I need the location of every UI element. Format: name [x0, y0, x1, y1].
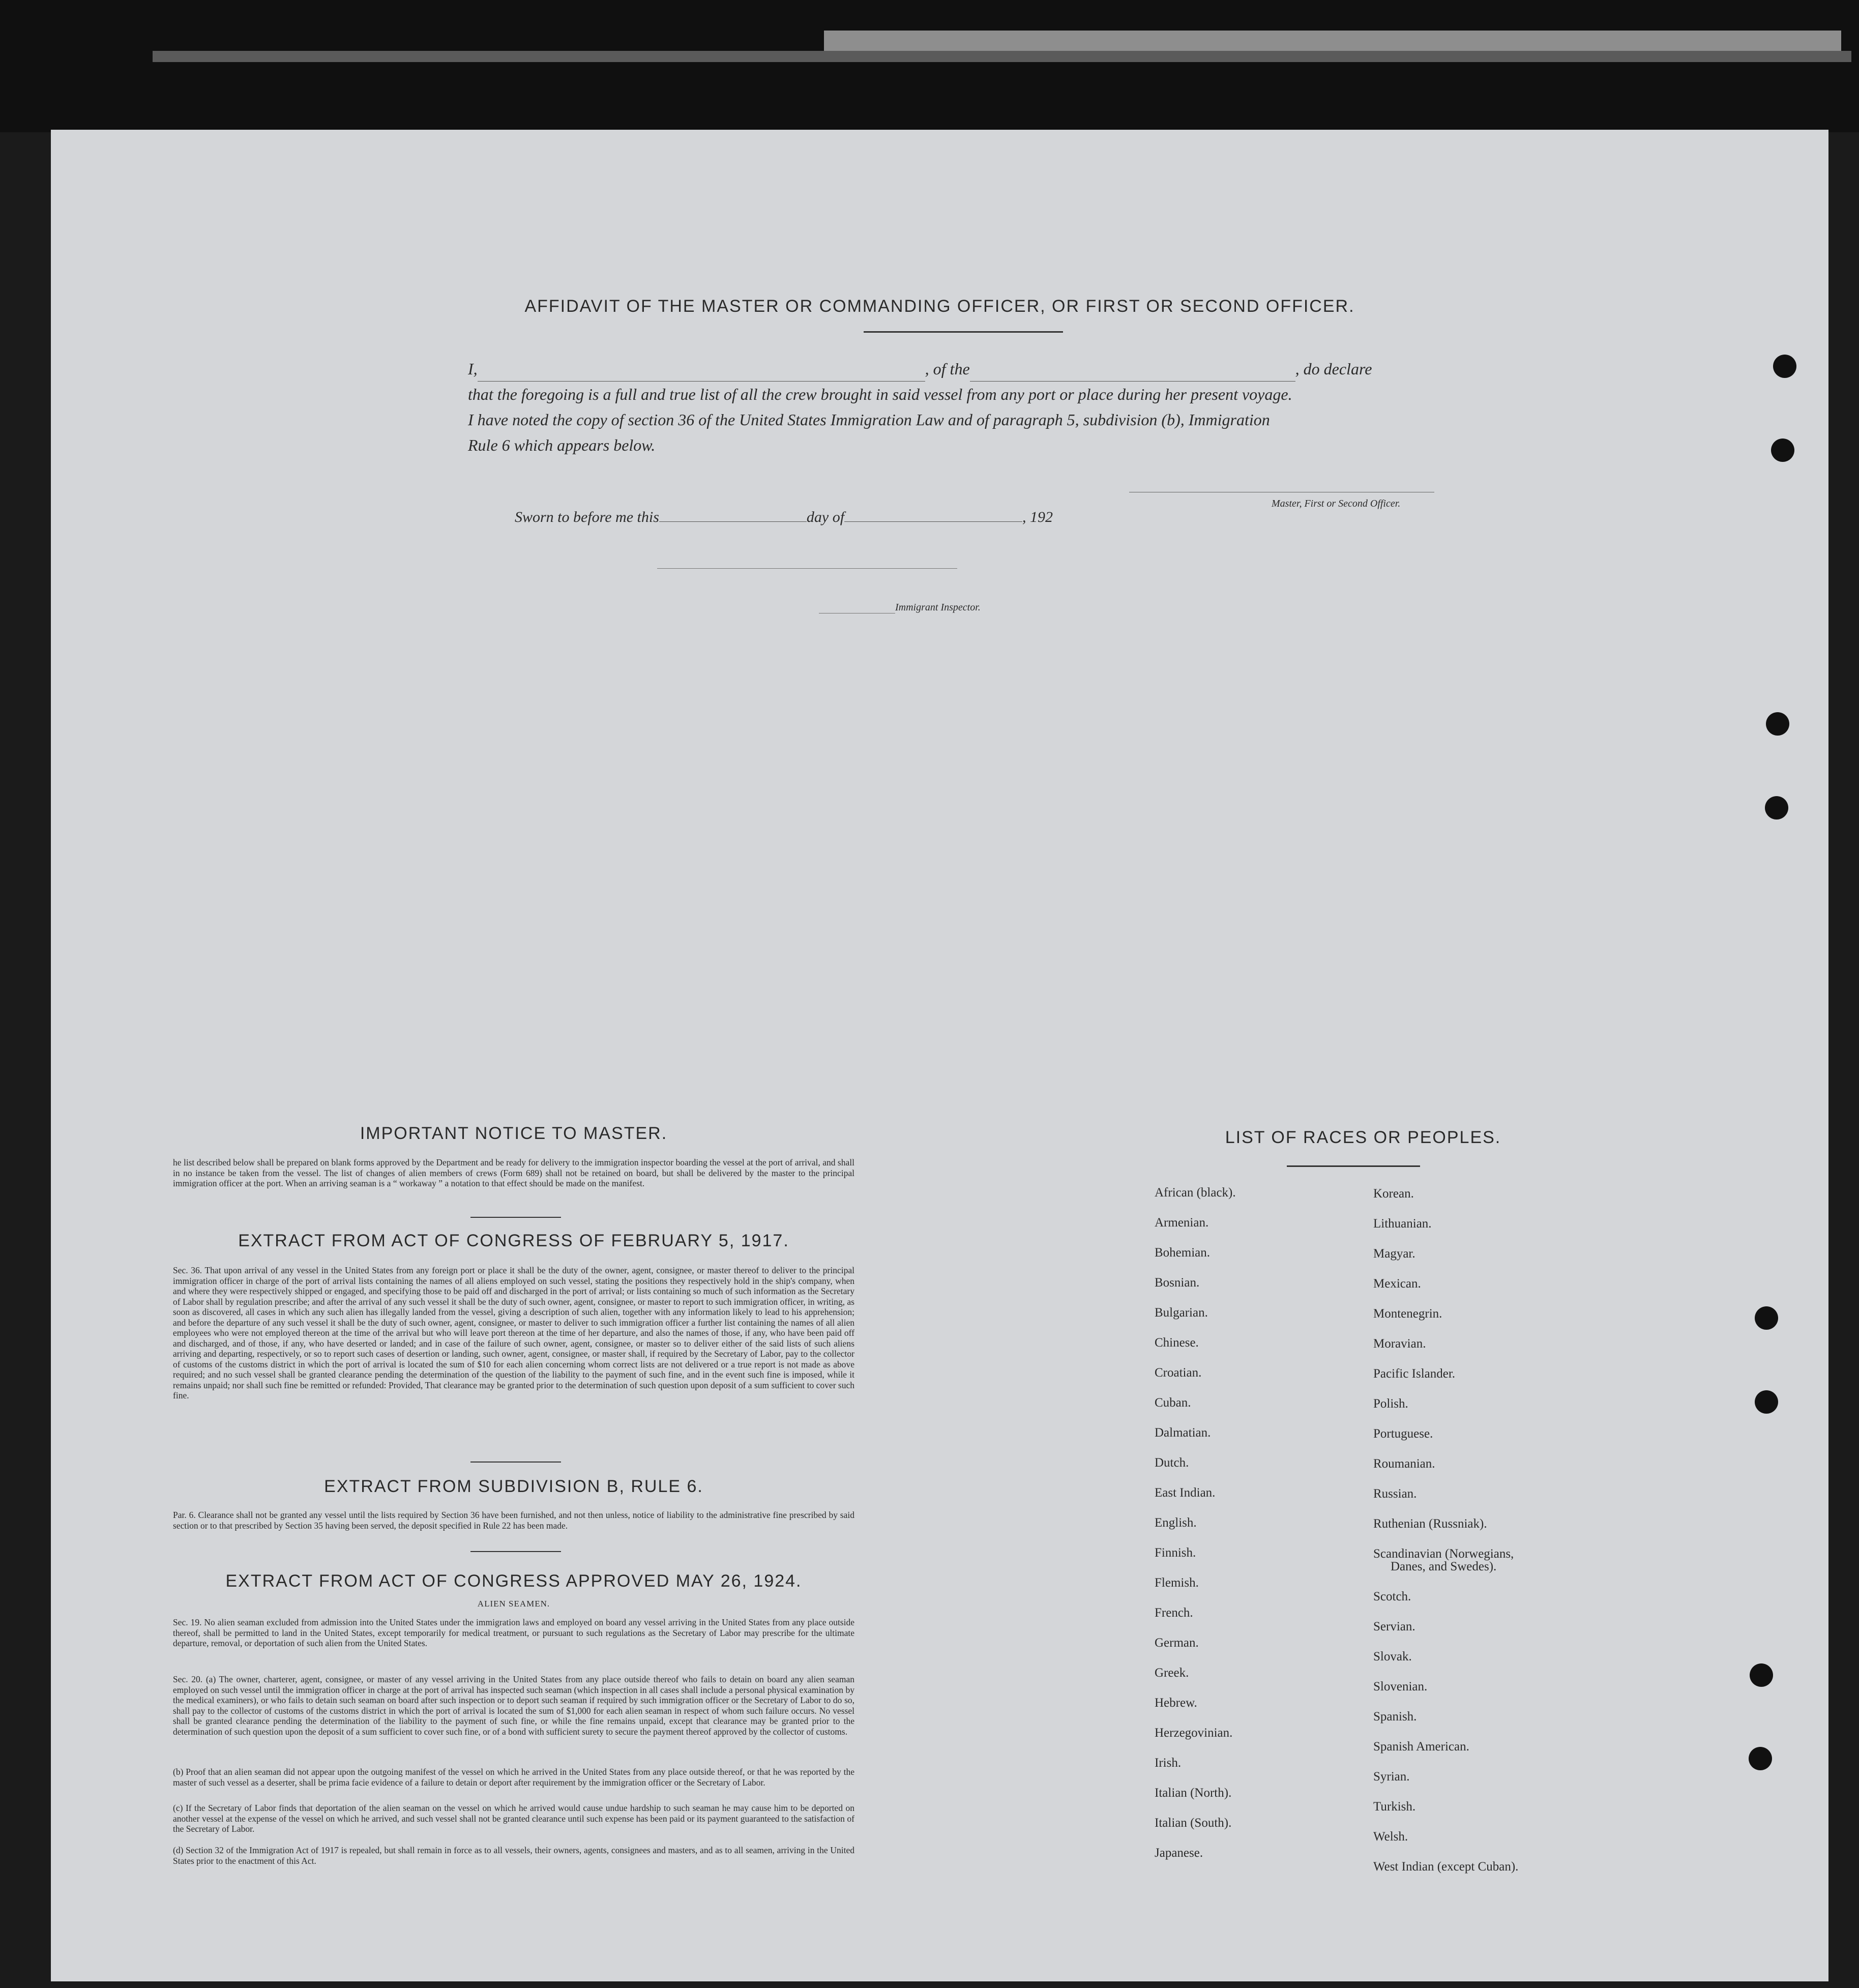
race-item: Dalmatian. [1155, 1426, 1211, 1440]
race-item: Italian (South). [1155, 1816, 1232, 1830]
race-item: Greek. [1155, 1666, 1189, 1680]
title-rule [864, 331, 1063, 333]
sworn-prefix: Sworn to before me this [515, 509, 659, 525]
races-rule [1287, 1165, 1420, 1167]
declaration-line-3: I have noted the copy of section 36 of the United States Immigration Law and of paragraph 5, subdivision (b), Immigration [468, 411, 1270, 429]
race-item: Japanese. [1155, 1846, 1203, 1860]
signature-label: Master, First or Second Officer. [1272, 498, 1401, 509]
race-item: English. [1155, 1516, 1197, 1530]
race-item: Dutch. [1155, 1456, 1189, 1470]
extract-1917-title: EXTRACT FROM ACT OF CONGRESS OF FEBRUARY 5, 1917. [238, 1231, 789, 1250]
declaration-line-4: Rule 6 which appears below. [468, 436, 656, 454]
declaration-line-1 [468, 356, 1511, 382]
race-item: Magyar. [1373, 1247, 1415, 1261]
race-item: Chinese. [1155, 1336, 1199, 1350]
race-item: Turkish. [1373, 1800, 1416, 1814]
race-item: Slovenian. [1373, 1680, 1428, 1693]
race-item: Polish. [1373, 1397, 1408, 1411]
notice-text: he list described below shall be prepared on blank forms approved by the Department and be ready for delivery to the immigration inspector boarding the vessel at the port of arrival, and shall in no instance be taken from the vessel. The list of changes of alien members of crews (Form 689) shall not be retained on board, but shall be delivered by the master to the principal immigration officer at the port. When an arriving seaman is a “ workaway ” a notation to that effect should be made on the manifest. [173, 1157, 854, 1188]
extract-rule6-text: Par. 6. Clearance shall not be granted any vessel until the lists required by Section 36 have been furnished, and not then unless, notice of liability to the administrative fine prescribed by said section or to that prescribed by Section 35 having been served, the deposit specified in Rule 22 has been made. [173, 1510, 854, 1531]
binder-hole [1750, 1663, 1773, 1687]
sec-20a-text: Sec. 20. (a) The owner, charterer, agent, consignee, or master of any vessel arriving in the United States from any place outside thereof who fails to detain on board any alien seaman employed on such vessel until the immigration officer in charge at the port of arrival has inspected such seaman (which inspection in all cases shall include a personal physical examination by the medical examiners), or who fails to detain such seaman on board after such inspection or to deport such seaman if required by such immigration officer or the Secretary of Labor to do so, shall pay to the collector of customs of the customs district in which the port of arrival is located the sum of $1,000 for each alien seaman in respect of whom such failure occurs. No vessel shall be granted clearance pending the determination of the liability to the payment of such fine, or while the fine remains unpaid, except that clearance may be granted prior to the determination of such question upon the deposit of a sum sufficient to cover such fine, or of a bond with sufficient surety to secure the payment thereof approved by the collector of customs. [173, 1674, 854, 1737]
alien-seamen-subtitle: ALIEN SEAMEN. [477, 1599, 550, 1609]
extract-rule6-title: EXTRACT FROM SUBDIVISION B, RULE 6. [324, 1477, 703, 1496]
races-left-column [1155, 1178, 1236, 1868]
document-page [51, 130, 1828, 1981]
race-item: Portuguese. [1373, 1427, 1433, 1441]
race-item: Croatian. [1155, 1366, 1202, 1380]
race-item: Italian (North). [1155, 1786, 1232, 1800]
sworn-day-of: day of [806, 509, 845, 525]
extract-1924-title: EXTRACT FROM ACT OF CONGRESS APPROVED MAY 26, 1924. [225, 1571, 802, 1591]
binder-hole [1755, 1306, 1778, 1330]
inspector-label: Immigrant Inspector. [895, 602, 981, 613]
race-item: German. [1155, 1636, 1199, 1650]
binder-hole [1765, 796, 1788, 820]
binder-hole [1773, 355, 1796, 378]
race-item: Finnish. [1155, 1546, 1196, 1560]
race-item: Spanish. [1373, 1710, 1417, 1723]
race-item: Irish. [1155, 1756, 1182, 1770]
scanner-top-strip [0, 0, 1859, 132]
race-item: Korean. [1373, 1187, 1414, 1201]
race-item: Cuban. [1155, 1396, 1191, 1410]
race-item: Spanish American. [1373, 1740, 1469, 1753]
races-title: LIST OF RACES OR PEOPLES. [1225, 1128, 1501, 1147]
race-item: West Indian (except Cuban). [1373, 1860, 1519, 1874]
declaration-i: I, [468, 360, 478, 378]
race-item: Roumanian. [1373, 1457, 1435, 1471]
race-item: Servian. [1373, 1620, 1415, 1633]
sworn-statement [515, 509, 1053, 526]
extract-rule6-rule [470, 1551, 561, 1552]
extract-1917-rule [470, 1461, 561, 1463]
sworn-year: , 192 [1022, 509, 1053, 525]
binder-hole [1766, 712, 1789, 736]
race-item: East Indian. [1155, 1486, 1216, 1500]
binder-hole [1755, 1390, 1778, 1414]
race-item: Armenian. [1155, 1216, 1209, 1230]
notice-rule [470, 1217, 561, 1218]
race-item: Moravian. [1373, 1337, 1426, 1351]
binder-hole [1749, 1747, 1772, 1770]
race-item: Herzegovinian. [1155, 1726, 1233, 1740]
sec-19-text: Sec. 19. No alien seaman excluded from admission into the United States under the immigration laws and employed on board any vessel arriving in the United States from any place outside thereof, shall be permitted to land in the United States, except temporarily for medical treatment, or pursuant to such regulations as the Secretary of Labor may prescribe for the ultimate departure, removal, or deportation of such alien from the United States. [173, 1617, 854, 1648]
scan-edge-band-2 [153, 51, 1851, 62]
race-item: Pacific Islander. [1373, 1367, 1456, 1381]
race-item: Lithuanian. [1373, 1217, 1432, 1231]
affidavit-title: AFFIDAVIT OF THE MASTER OR COMMANDING OFFICER, OR FIRST OR SECOND OFFICER. [524, 297, 1355, 316]
binder-hole [1771, 438, 1794, 462]
race-item: Mexican. [1373, 1277, 1421, 1291]
declaration-line-2: that the foregoing is a full and true list of all the crew brought in said vessel from any port or place during her present voyage. [468, 385, 1292, 403]
sec-20c-text: (c) If the Secretary of Labor finds that deportation of the alien seaman on the vessel on which he arrived would cause undue hardship to such seaman he may cause him to be deported on another vessel at the expense of the vessel on which he arrived, and such vessel shall not be granted clearance until such expense has been paid or its payment guaranteed to the satisfaction of the Secretary of Labor. [173, 1803, 854, 1834]
sec-20b-text: (b) Proof that an alien seaman did not appear upon the outgoing manifest of the vessel on which he arrived in the United States from any place outside thereof, or that he was reported by the master of such vessel as a deserter, shall be prima facie evidence of a failure to detain or deport after requirement by the immigration officer or the Secretary of Labor. [173, 1767, 854, 1788]
race-item: Bulgarian. [1155, 1306, 1208, 1320]
race-item: Ruthenian (Russniak). [1373, 1517, 1487, 1531]
race-item: Scandinavian (Norwegians, [1373, 1547, 1514, 1561]
sec-20d-text: (d) Section 32 of the Immigration Act of 1917 is repealed, but shall remain in force as to all vessels, their owners, agents, consignees and masters, and as to all seamen, arriving in the United States prior to the enactment of this Act. [173, 1845, 854, 1866]
declaration-of-the: , of the [925, 360, 970, 378]
races-right-column [1373, 1179, 1518, 1882]
month-blank[interactable] [844, 521, 1022, 522]
race-item: Bosnian. [1155, 1276, 1200, 1290]
extract-1917-text: Sec. 36. That upon arrival of any vessel in the United States from any foreign port or place it shall be the duty of the owner, agent, consignee, or master thereof to deliver to the principal immigration officer in charge of the port of arrival lists containing the names of all aliens employed on such vessel, stating the positions they respectively hold in the ship's company, when and where they were respectively shipped or engaged, and specifying those to be paid off and discharged in the port of arrival; or lists containing so much of such information as the Secretary of Labor shall by regulation prescribe; and after the arrival of any such vessel it shall be the duty of such owner, agent, consignee, or master to report to such immigration officer, in writing, as soon as discovered, all cases in which any such alien has illegally landed from the vessel, giving a description of such alien, together with any information likely to lead to his apprehension; and before the departure of any such vessel it shall be the duty of such owner, agent, consignee, or master to deliver to such immigration officer a further list containing the names of all alien employees who were not employed thereon at the time of the arrival but who will leave port thereon at the time of her departure, and also the names of those, if any, who have been paid off and discharged, and of those, if any, who have deserted or landed; and in case of the failure of such owner, agent, consignee, or master so to deliver either of the said lists of such aliens arriving and departing, respectively, or so to report such cases of desertion or landing, such owner, agent, consignee, or master shall, if required by the Secretary of Labor, pay to the collector of customs of the customs district in which the port of arrival is located the sum of $10 for each alien concerning whom correct lists are not delivered or a true report is not made as above required; and no such vessel shall be granted clearance pending the determination of the question of the liability to the payment of such fine, and in the event such fine is imposed, while it remains unpaid; nor shall such fine be remitted or refunded: Provided, That clearance may be granted prior to the determination of such question upon deposit of a sum sufficient to cover such fine. [173, 1265, 854, 1400]
race-item: Danes, and Swedes). [1391, 1560, 1497, 1573]
race-item: French. [1155, 1606, 1193, 1620]
inspector-signature-line[interactable] [657, 568, 957, 569]
affidavit-declaration [468, 356, 1511, 458]
race-item: Syrian. [1373, 1770, 1410, 1784]
race-item: Welsh. [1373, 1830, 1408, 1844]
race-item: Scotch. [1373, 1590, 1411, 1603]
race-item: Russian. [1373, 1487, 1417, 1501]
notice-title: IMPORTANT NOTICE TO MASTER. [360, 1124, 668, 1143]
declaration-declare: , do declare [1295, 360, 1372, 378]
day-blank[interactable] [659, 521, 807, 522]
race-item: Flemish. [1155, 1576, 1199, 1590]
race-item: Montenegrin. [1373, 1307, 1442, 1321]
race-item: Bohemian. [1155, 1246, 1211, 1260]
race-item: Slovak. [1373, 1650, 1412, 1663]
race-item: African (black). [1155, 1186, 1236, 1200]
race-item: Hebrew. [1155, 1696, 1197, 1710]
